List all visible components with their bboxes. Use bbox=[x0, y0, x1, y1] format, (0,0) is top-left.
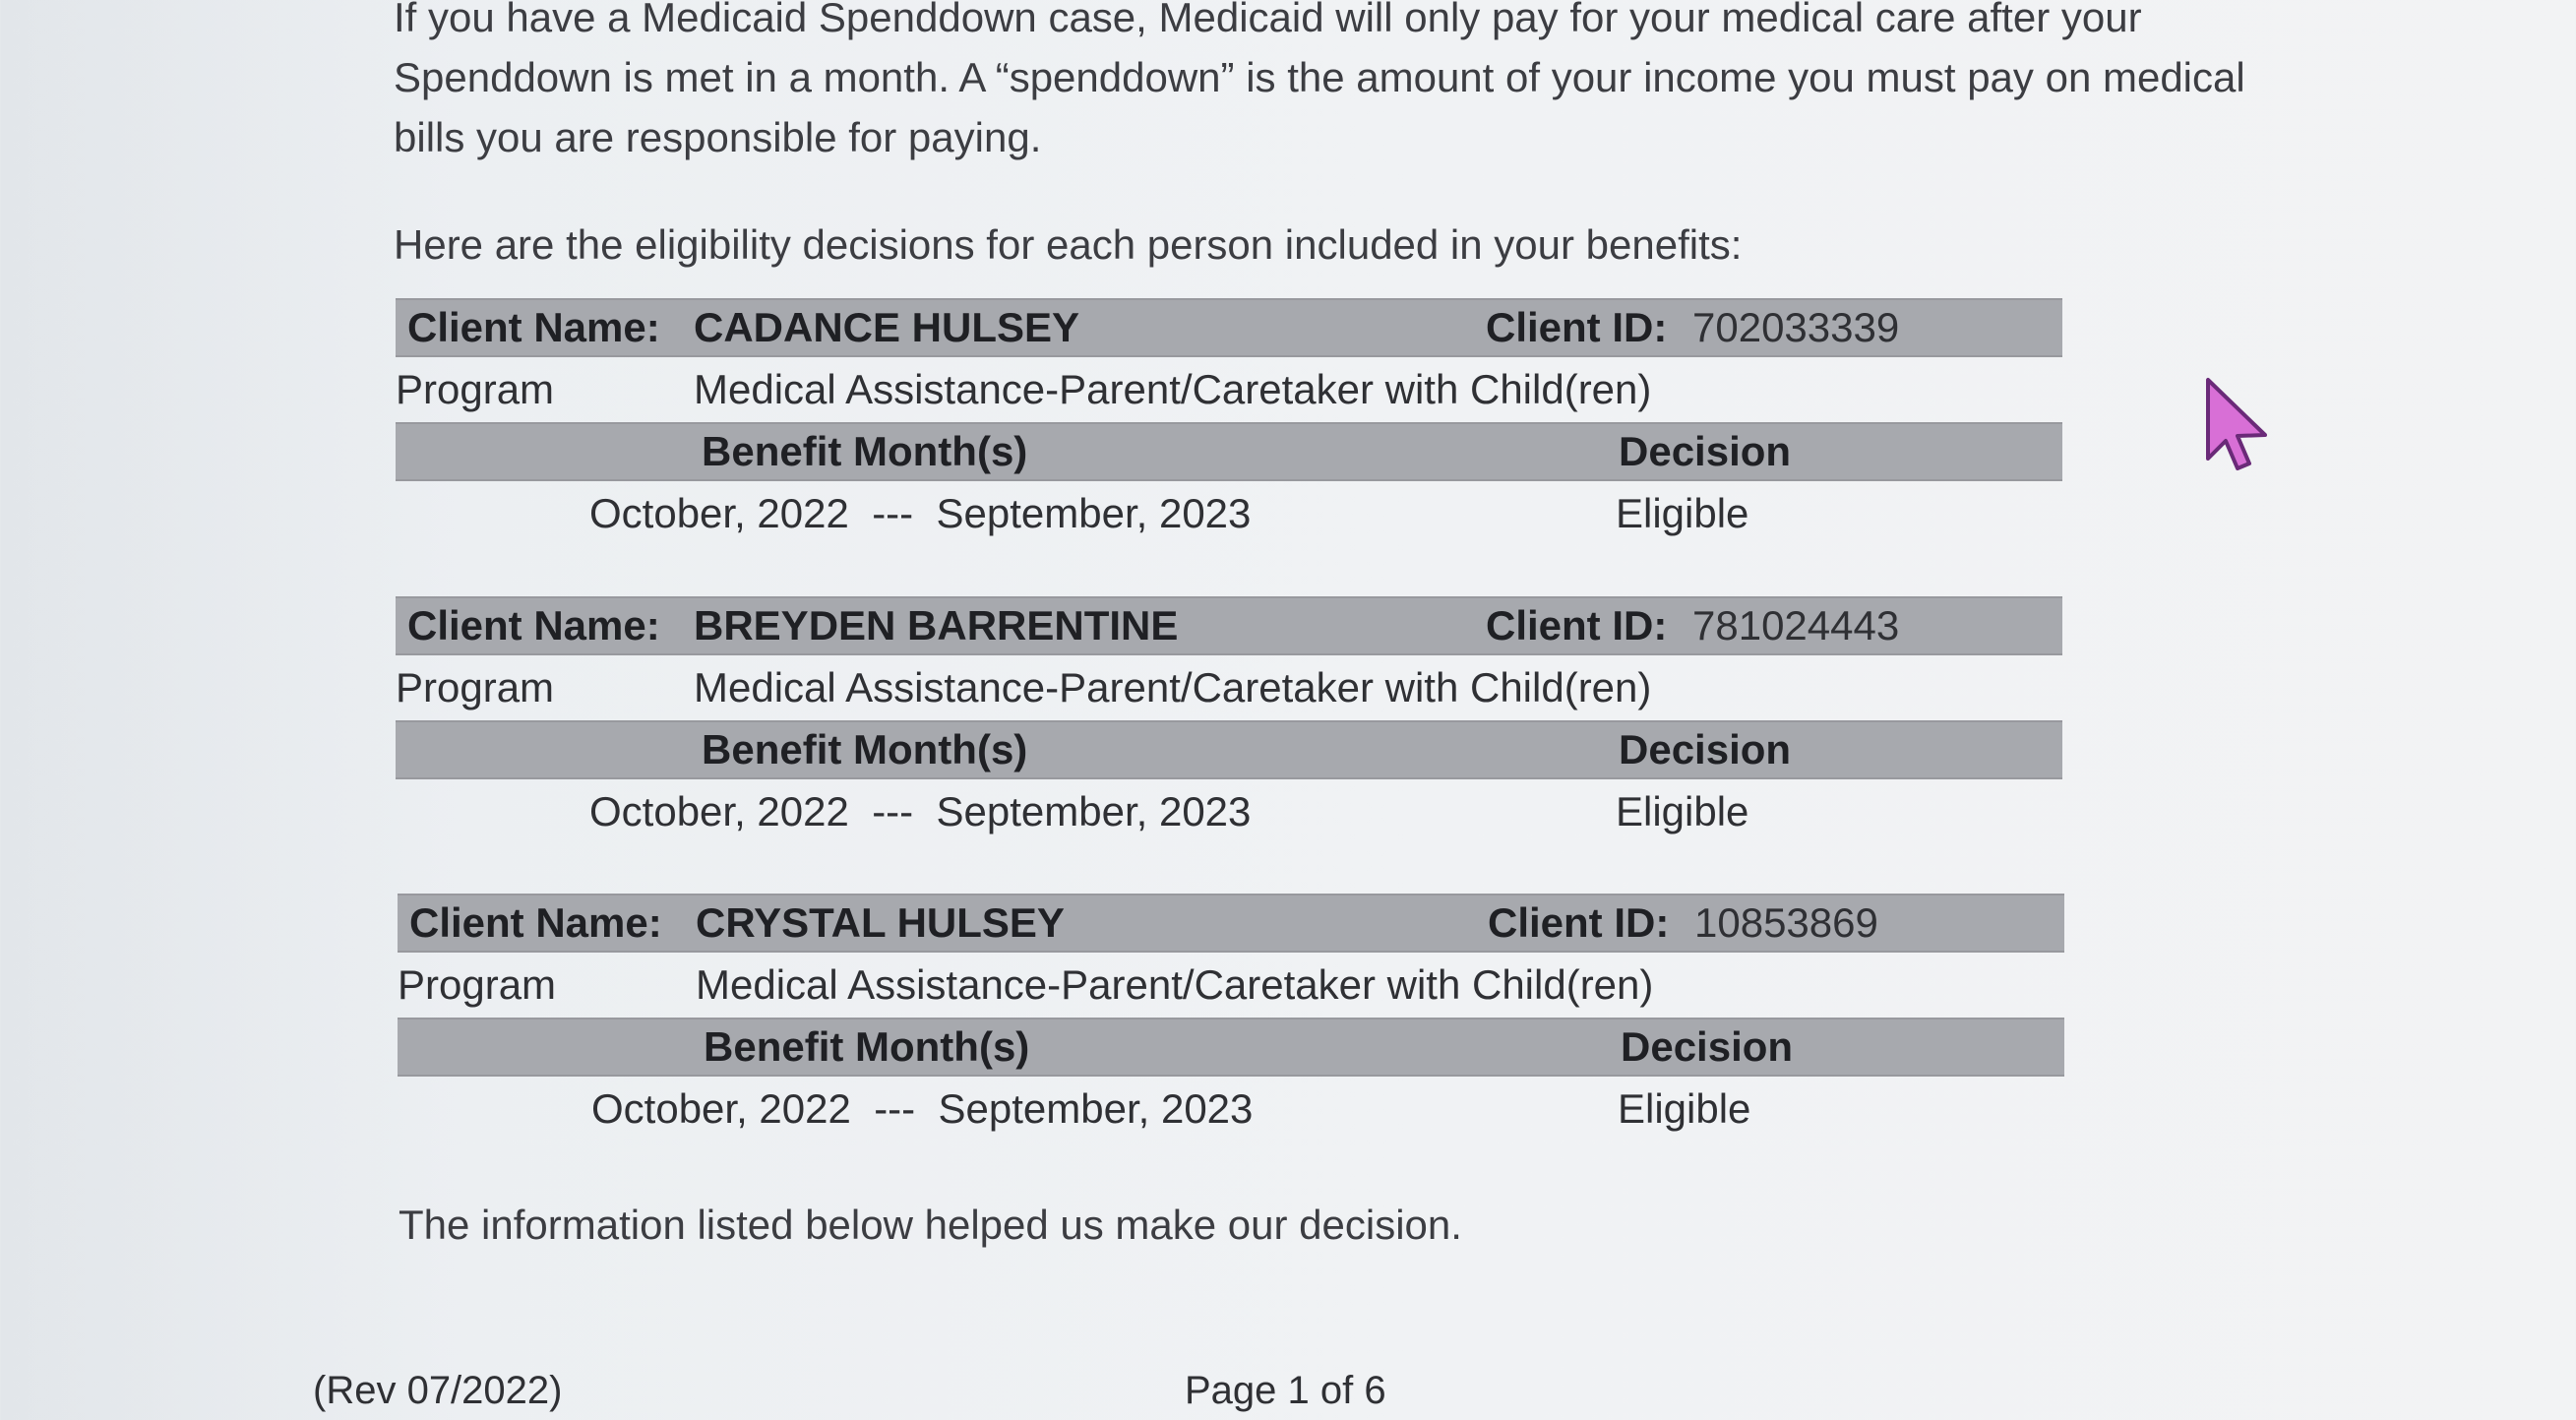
client-name-value: BREYDEN BARRENTINE bbox=[694, 602, 1179, 648]
revision-footer: (Rev 07/2022) bbox=[313, 1369, 563, 1412]
benefit-range-value: October, 2022 --- September, 2023 bbox=[589, 788, 1252, 834]
benefit-months-label: Benefit Month(s) bbox=[702, 428, 1028, 474]
closing-text: The information listed below helped us make our decision. bbox=[399, 1202, 1462, 1248]
benefit-range-value: October, 2022 --- September, 2023 bbox=[591, 1085, 1254, 1132]
program-label: Program bbox=[396, 366, 555, 412]
program-value: Medical Assistance-Parent/Caretaker with Child(ren) bbox=[696, 961, 1654, 1008]
eligibility-lead-text: Here are the eligibility decisions for each person included in your benefits: bbox=[394, 221, 1743, 268]
mouse-pointer-icon bbox=[2202, 376, 2273, 472]
decision-value: Eligible bbox=[1616, 490, 1749, 536]
client-name-value: CRYSTAL HULSEY bbox=[696, 899, 1065, 946]
spenddown-intro-paragraph: If you have a Medicaid Spenddown case, Medicaid will only pay for your medical care after your Spenddown is met in a month. A “spenddown” is the amount of your income you must pay on medical bills you are responsible for paying. bbox=[394, 0, 2245, 160]
page-number-footer: Page 1 of 6 bbox=[1185, 1369, 1386, 1412]
client-id-value: 702033339 bbox=[1692, 304, 1900, 350]
client-eligibility-block bbox=[396, 596, 2062, 882]
client-id-value: 10853869 bbox=[1694, 899, 1878, 946]
client-id-label: Client ID: bbox=[1486, 304, 1668, 350]
decision-value: Eligible bbox=[1616, 788, 1749, 834]
client-id-label: Client ID: bbox=[1486, 602, 1668, 648]
benefit-range-value: October, 2022 --- September, 2023 bbox=[589, 490, 1252, 536]
client-eligibility-block bbox=[398, 894, 2064, 1179]
client-eligibility-block bbox=[396, 298, 2062, 584]
decision-label: Decision bbox=[1619, 428, 1792, 474]
decision-label: Decision bbox=[1621, 1023, 1794, 1070]
client-id-label: Client ID: bbox=[1488, 899, 1670, 946]
mouse-pointer-shape bbox=[2208, 380, 2265, 468]
program-label: Program bbox=[396, 664, 555, 710]
client-name-label: Client Name: bbox=[409, 899, 662, 946]
decision-value: Eligible bbox=[1618, 1085, 1751, 1132]
benefit-months-label: Benefit Month(s) bbox=[702, 726, 1028, 772]
benefit-months-label: Benefit Month(s) bbox=[704, 1023, 1030, 1070]
client-id-value: 781024443 bbox=[1692, 602, 1900, 648]
program-value: Medical Assistance-Parent/Caretaker with Child(ren) bbox=[694, 366, 1652, 412]
client-name-value: CADANCE HULSEY bbox=[694, 304, 1080, 350]
benefit-header-bar bbox=[398, 1018, 2064, 1077]
client-name-label: Client Name: bbox=[407, 602, 660, 648]
program-value: Medical Assistance-Parent/Caretaker with Child(ren) bbox=[694, 664, 1652, 710]
benefit-header-bar bbox=[396, 422, 2062, 481]
program-label: Program bbox=[398, 961, 557, 1008]
client-name-label: Client Name: bbox=[407, 304, 660, 350]
benefit-header-bar bbox=[396, 720, 2062, 779]
decision-label: Decision bbox=[1619, 726, 1792, 772]
